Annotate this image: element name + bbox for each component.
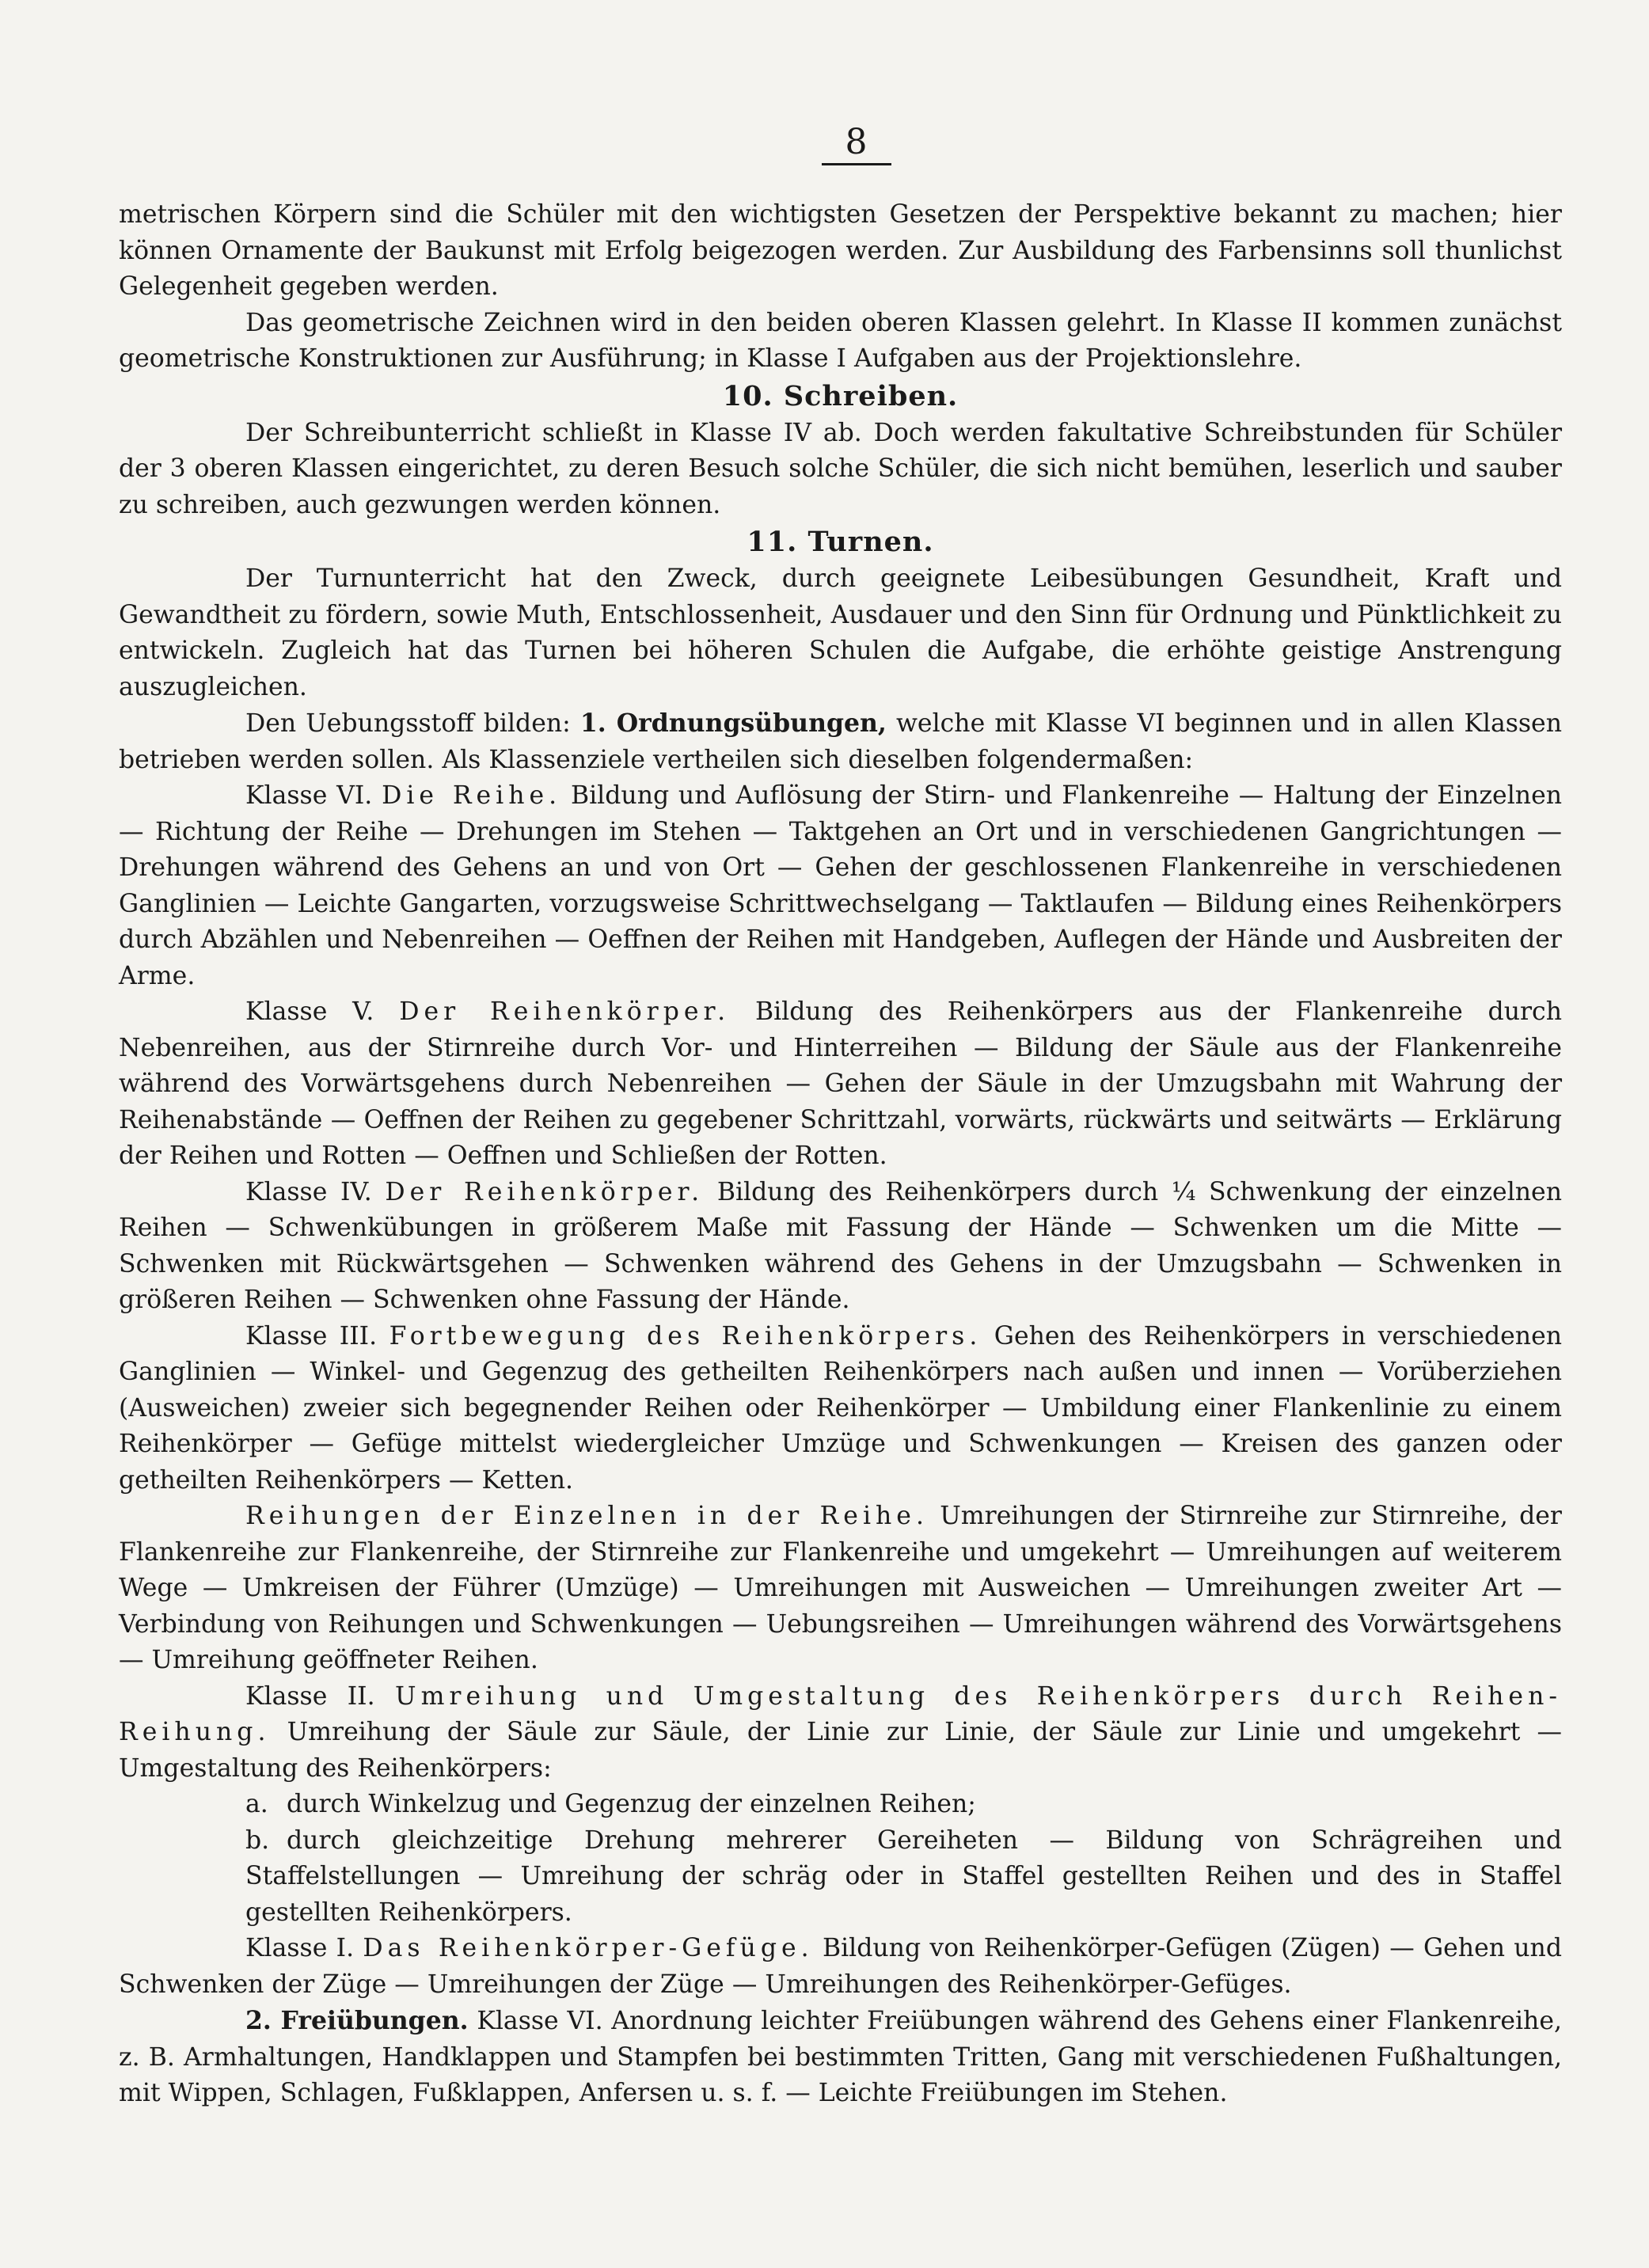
list-item-label: a. — [245, 1790, 268, 1818]
paragraph-text: Klasse II. — [245, 1681, 396, 1711]
paragraph-text: Bildung des Reihenkörpers aus der Flankenreihe durch Nebenreihen, aus der Stirnreihe durch Vor- und Hinterreihen — Bildung der Säule aus der Flankenreihe während des Vorwärtsgehens durch Nebenreihen — Gehen der Säule in der Umzugsbahn mit Wahrung der Reihenabstände — Oeffnen der Reihen zu gegebener Schrittzahl, vorwärts, rückwärts und seitwärts — Erklärung der Reihen und Rotten — Oeffnen und Schließen der Rotten. — [119, 997, 1562, 1170]
spaced-term: Der Reihenkörper. — [385, 1177, 705, 1206]
paragraph-text: Das geometrische Zeichnen wird in den beiden oberen Klassen gelehrt. In Klasse II kommen zunächst geometrische Konstruktionen zur Ausführung; in Klasse I Aufgaben aus der Projektionslehre. — [119, 308, 1562, 373]
paragraph — [119, 561, 1562, 705]
spaced-term: Umreihung und Umgestaltung des Reihenkörpers durch Reihen-Reihung. — [119, 1681, 1562, 1746]
paragraph-text: Klasse VI. — [245, 781, 382, 810]
paragraph — [119, 416, 1562, 524]
spaced-term: Das Reihenkörper-Gefüge. — [363, 1934, 814, 1962]
paragraph — [119, 994, 1562, 1175]
paragraph — [119, 1319, 1562, 1499]
paragraph-text: Den Uebungsstoff bilden: — [245, 709, 580, 738]
paragraph-text: Klasse III. — [245, 1321, 389, 1351]
spaced-term: Der Reihenkörper. — [399, 997, 731, 1026]
bold-term: 1. Ordnungsübungen, — [579, 709, 887, 738]
paragraph — [119, 197, 1562, 306]
page-body — [119, 197, 1562, 2112]
paragraph-text: Bildung von Reihenkörper-Gefügen (Zügen) — Gehen und Schwenken der Züge — Umreihungen der Züge — Umreihungen des Reihenkörper-Gefüges. — [119, 1934, 1562, 1999]
paragraph — [119, 705, 1562, 778]
list-item-text: durch Winkelzug und Gegenzug der einzelnen Reihen; — [287, 1790, 976, 1818]
list-item — [119, 1823, 1562, 1932]
paragraph-text: Klasse IV. — [245, 1177, 386, 1206]
paragraph-text: Der Turnunterricht hat den Zweck, durch geeignete Leibesübungen Gesundheit, Kraft und Gewandtheit zu fördern, sowie Muth, Entschlossenheit, Ausdauer und den Sinn für Ordnung und Pünktlichkeit zu entwickeln. Zugleich hat das Turnen bei höheren Schulen die Aufgabe, die erhöhte geistige Anstrengung auszugleichen. — [119, 564, 1562, 701]
paragraph-text: Umreihungen der Stirnreihe zur Stirnreihe, der Flankenreihe zur Flankenreihe, der Stirnreihe zur Flankenreihe und umgekehrt — Umreihungen auf weiterem Wege — Umkreisen der Führer (Umzüge) — Umreihungen mit Ausweichen — Umreihungen zweiter Art — Verbindung von Reihungen und Schwenkungen — Uebungsreihen — Umreihungen während des Vorwärtsgehens — Umreihung geöffneter Reihen. — [119, 1502, 1562, 1674]
section-heading: 10. Schreiben. — [722, 379, 959, 412]
paragraph-text: Klasse I. — [245, 1934, 363, 1962]
spaced-term: Reihungen der Einzelnen in der Reihe. — [245, 1502, 929, 1530]
bold-term: 2. Freiübungen. — [245, 2006, 469, 2035]
paragraph — [119, 1499, 1562, 1679]
paragraph-text: Klasse VI. Anordnung leichter Freiübungen während des Gehens einer Flankenreihe, z. B. Armhaltungen, Handklappen und Stampfen bei bestimmten Tritten, Gang mit verschiedenen Fußhaltungen, mit Wippen, Schlagen, Fußklappen, Anfersen u. s. f. — Leichte Freiübungen im Stehen. — [119, 2007, 1562, 2107]
paragraph-text: Gehen des Reihenkörpers in verschiedenen Ganglinien — Winkel- und Gegenzug des getheilten Reihenkörpers nach außen und innen — Vorüberziehen (Ausweichen) zweier sich begegnender Reihen oder Reihenkörper — Umbildung einer Flankenlinie zu einem Reihenkörper — Gefüge mittelst wiedergleicher Umzüge und Schwenkungen — Kreisen des ganzen oder getheilten Reihenkörpers — Ketten. — [119, 1321, 1562, 1495]
page-number: 8 — [119, 125, 1562, 165]
paragraph-text: metrischen Körpern sind die Schüler mit den wichtigsten Gesetzen der Perspektive bekannt zu machen; hier können Ornamente der Baukunst mit Erfolg beigezogen werden. Zur Ausbildung des Farbensinns soll thunlichst Gelegenheit gegeben werden. — [119, 200, 1562, 301]
paragraph-text: Umreihung der Säule zur Säule, der Linie zur Linie, der Säule zur Linie und umgekehrt — Umgestaltung des Reihenkörpers: — [119, 1718, 1562, 1783]
paragraph — [119, 306, 1562, 378]
spaced-term: Fortbewegung des Reihenkörpers. — [389, 1321, 982, 1351]
paragraph — [119, 778, 1562, 994]
paragraph-text: Klasse V. — [245, 997, 400, 1026]
list-item — [119, 1787, 1562, 1823]
paragraph-text: Der Schreibunterricht schließt in Klasse IV ab. Doch werden fakultative Schreibstunden für Schüler der 3 oberen Klassen eingerichtet, zu deren Besuch solche Schüler, die sich nicht bemühen, leserlich und sauber zu schreiben, auch gezwungen werden können. — [119, 418, 1562, 519]
paragraph-text: welche mit Klasse VI beginnen und in allen Klassen betrieben werden sollen. Als Klassenziele vertheilen sich dieselben folgendermaßen: — [119, 709, 1562, 774]
list-item-label: b. — [245, 1825, 270, 1855]
paragraph — [119, 1175, 1562, 1319]
list-item-text: durch gleichzeitige Drehung mehrerer Gereiheten — Bildung von Schrägreihen und Staffelstellungen — Umreihung der schräg oder in Staffel gestellten Reihen und des in Staffel gestellten Reihenkörpers. — [245, 1825, 1562, 1927]
spaced-term: Die Reihe. — [382, 781, 562, 810]
paragraph — [119, 1931, 1562, 2003]
paragraph-text: Bildung des Reihenkörpers durch ¼ Schwenkung der einzelnen Reihen — Schwenkübungen in größerem Maße mit Fassung der Hände — Schwenken um die Mitte — Schwenken mit Rückwärtsgehen — Schwenken während des Gehens in der Umzugsbahn — Schwenken in größeren Reihen — Schwenken ohne Fassung der Hände. — [119, 1177, 1562, 1314]
paragraph — [119, 2003, 1562, 2112]
paragraph-text: Bildung und Auflösung der Stirn- und Flankenreihe — Haltung der Einzelnen — Richtung der Reihe — Drehungen im Stehen — Taktgehen an Ort und in verschiedenen Gangrichtungen — Drehungen während des Gehens an und von Ort — Gehen der geschlossenen Flankenreihe in verschiedenen Ganglinien — Leichte Gangarten, vorzugsweise Schrittwechselgang — Taktlaufen — Bildung eines Reihenkörpers durch Abzählen und Nebenreihen — Oeffnen der Reihen mit Handgeben, Auflegen der Hände und Ausbreiten der Arme. — [119, 781, 1562, 990]
paragraph — [119, 1679, 1562, 1787]
section-heading: 11. Turnen. — [747, 526, 934, 558]
